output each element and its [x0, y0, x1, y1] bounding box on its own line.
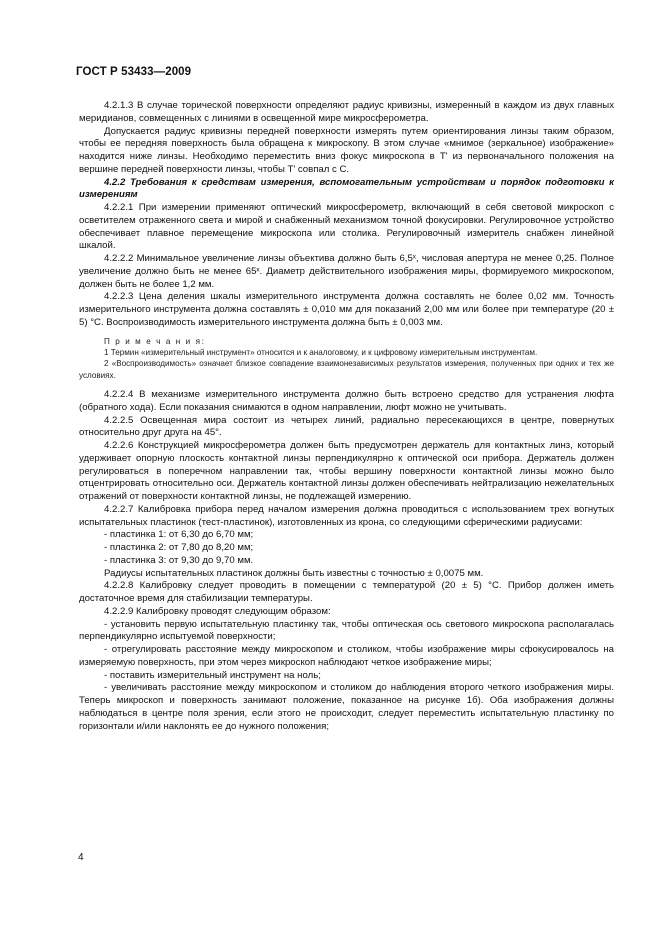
page-number: 4	[78, 852, 84, 863]
list-item-plate-2: - пластинка 2: от 7,80 до 8,20 мм;	[104, 542, 254, 554]
note-1: 1 Термин «измерительный инструмент» относится и к аналоговому, и к цифровому измерительным инструментам.	[104, 347, 538, 357]
section-heading-4-2-2: 4.2.2 Требования к средствам измерения, вспомогательным устройствам и порядок подготовки к измерениям	[79, 176, 614, 201]
notes-title: П р и м е ч а н и я:	[104, 336, 206, 346]
paragraph-4-2-2-9: 4.2.2.9 Калибровку проводят следующим образом:	[104, 605, 331, 617]
paragraph-front-surface: Допускается радиус кривизны передней поверхности измерять путем ориентирования линзы таким образом, чтобы ее передняя поверхность была обращена к микроскопу. В этом случае «мнимое (зеркальное) изображение» находится ниже линзы. Необходимо переместить вниз фокус микроскопа в T' из первоначального положения на вершине передней поверхности линзы, чтобы T' совпал с C.	[79, 125, 614, 175]
list-item-step-2: - отрегулировать расстояние между микроскопом и столиком, чтобы изображение миры сфокусировалось на измеряемую поверхность, при этом через микроскоп наблюдают четкое изображение миры;	[79, 644, 614, 668]
list-item-step-1: - установить первую испытательную пластинку так, чтобы оптическая ось светового микроскопа располагалась перпендикулярно испытуемой поверхности;	[79, 618, 614, 643]
paragraph-4-2-2-7: 4.2.2.7 Калибровка прибора перед началом измерения должна проводиться с использованием трех вогнутых испытательных пластинок (тест-пластинок), изготовленных из крона, со следующими сферическими радиусами:	[79, 503, 614, 528]
paragraph-4-2-2-5: 4.2.2.5 Освещенная мира состоит из четырех линий, радиально пересекающихся в центре, повернутых относительно друг друга на 45°.	[79, 414, 614, 439]
list-item-step-4: - увеличивать расстояние между микроскопом и столиком до наблюдения второго четкого изображения миры. Теперь микроскоп и поверхность занимают положение, показанное на рисунке 1б). Оба изображения должны наблюдаться в центре поля зрения, если этого не происходит, следует переместить испытательную пластинку по горизонтали и/или наклонять ее до нужного положения;	[79, 682, 614, 732]
document-body	[79, 100, 614, 733]
paragraph-4-2-2-6: 4.2.2.6 Конструкцией микросферометра должен быть предусмотрен держатель для контактных линз, который удерживает опорную плоскость контактной линзы перпендикулярно к оптической оси прибора. Держатель должен регулироваться в поперечном направлении так, чтобы вершину поверхности контактной линзы можно было отцентрировать относительно оси. Держатель контактной линзы должен обеспечивать нейтрализацию нежелательных отражений от поверхности контактной линзы, не подлежащей измерению.	[79, 440, 614, 503]
list-item-step-3: - поставить измерительный инструмент на ноль;	[104, 669, 321, 681]
paragraph-4-2-2-3: 4.2.2.3 Цена деления шкалы измерительного инструмента должна составлять не более 0,02 мм. Точность измерительного инструмента должна составлять ± 0,010 мм для показаний 2,00 мм или более при температуре (20 ± 5) °С. Воспроизводимость измерительного инструмента должна быть ± 0,003 мм.	[79, 291, 614, 328]
document-header: ГОСТ Р 53433—2009	[76, 66, 192, 78]
paragraph-4-2-2-2: 4.2.2.2 Минимальное увеличение линзы объектива должно быть 6,5ˣ, числовая апертура не менее 0,25. Полное увеличение должно быть не менее 65ˣ. Диаметр действительного изображения миры, формируемого микроскопом, должен быть не более 1,2 мм.	[79, 253, 614, 290]
list-item-plate-3: - пластинка 3: от 9,30 до 9,70 мм.	[104, 554, 254, 566]
paragraph-plate-accuracy: Радиусы испытательных пластинок должны быть известны с точностью ± 0,0075 мм.	[104, 567, 484, 579]
paragraph-4-2-1-3: 4.2.1.3 В случае торической поверхности определяют радиус кривизны, измеренный в каждом из двух главных меридианов, совмещенных с линиями в освещенной мире микросферометра.	[79, 100, 614, 124]
paragraph-4-2-2-1: 4.2.2.1 При измерении применяют оптический микросферометр, включающий в себя световой микроскоп с осветителем отраженного света и мирой и снабженный механизмом точной фокусировки. Регулировочное устройство обеспечивает плавное перемещение микроскопа или столика. Регулировочный измеритель снабжен линейной шкалой.	[79, 202, 614, 252]
paragraph-4-2-2-4: 4.2.2.4 В механизме измерительного инструмента должно быть встроено средство для устранения люфта (обратного хода). Если показания снимаются в одном направлении, люфт можно не учитывать.	[79, 389, 614, 413]
list-item-plate-1: - пластинка 1: от 6,30 до 6,70 мм;	[104, 529, 254, 541]
note-2: 2 «Воспроизводимость» означает близкое совпадение взаимонезависимых результатов измерения, полученных при одних и тех же условиях.	[79, 359, 614, 380]
notes-block	[79, 336, 614, 382]
paragraph-4-2-2-8: 4.2.2.8 Калибровку следует проводить в помещении с температурой (20 ± 5) °С. Прибор должен иметь достаточное время для стабилизации температуры.	[79, 580, 614, 605]
